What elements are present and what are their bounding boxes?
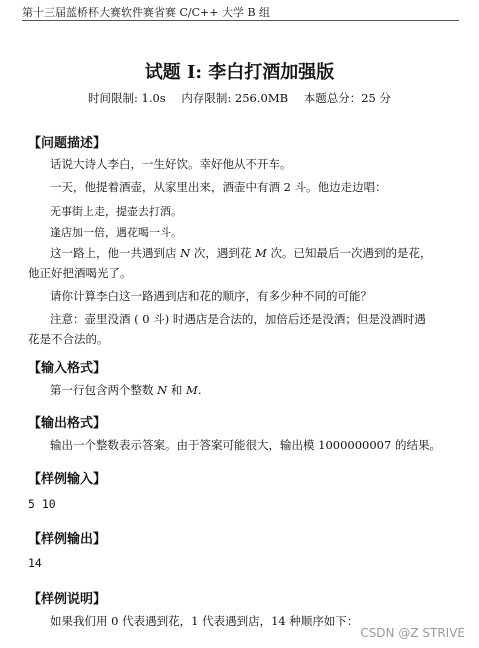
var-n: N: [180, 246, 191, 260]
watermark: CSDN @Z STRIVE: [360, 626, 465, 640]
problem-paragraph-4: 请你计算李白这一路遇到店和花的顺序，有多少种不同的可能？: [50, 289, 372, 303]
page-header: 第十三届蓝桥杯大赛软件赛省赛 C/C++ 大学 B 组: [22, 6, 271, 19]
section-sample-explain-heading: 【样例说明】: [28, 592, 107, 607]
problem-paragraph-1: 话说大诗人李白，一生好饮。幸好他从不开车。: [50, 157, 292, 171]
text-run: 和: [167, 383, 187, 397]
sample-output-code: 14: [28, 556, 42, 570]
text-run: .: [197, 383, 202, 397]
problem-paragraph-5-cont: 花是不合法的。: [28, 332, 109, 346]
time-limit: 时间限制: 1.0s: [87, 91, 166, 105]
var-m: M: [186, 383, 198, 397]
section-problem-heading: 【问题描述】: [28, 136, 107, 151]
poem-line-1: 无事街上走，提壶去打酒。: [50, 205, 182, 218]
problem-paragraph-3-cont: 他正好把酒喝光了。: [28, 266, 132, 280]
problem-paragraph-3: [28, 243, 451, 263]
sample-explain-text: 如果我们用 0 代表遇到花，1 代表遇到店，14 种顺序如下：: [50, 614, 359, 628]
section-output-heading: 【输出格式】: [28, 416, 107, 431]
poem-line-2: 逢店加一倍，遇花喝一斗。: [50, 226, 182, 239]
section-input-heading: 【输入格式】: [28, 361, 107, 376]
text-run: 次。已知最后一次遇到的是花，: [266, 246, 432, 260]
input-format-text: [28, 380, 451, 400]
section-sample-output-heading: 【样例输出】: [28, 532, 107, 547]
var-m: M: [255, 246, 267, 260]
section-sample-input-heading: 【样例输入】: [28, 472, 107, 487]
problem-meta: [0, 90, 479, 106]
text-run: 第一行包含两个整数: [50, 383, 158, 397]
header-rule: [22, 20, 459, 21]
text-run: 次，遇到花: [190, 246, 256, 260]
problem-title: 试题 I: 李白打酒加强版: [144, 62, 335, 83]
var-n: N: [157, 383, 168, 397]
output-format-text: 输出一个整数表示答案。由于答案可能很大，输出模 1000000007 的结果。: [50, 438, 441, 452]
total-score: 本题总分：25 分: [303, 91, 392, 105]
problem-paragraph-5: 注意：壶里没酒 ( 0 斗) 时遇店是合法的，加倍后还是没酒；但是没酒时遇: [50, 312, 426, 326]
sample-input-code: 5 10: [28, 497, 56, 511]
text-run: 这一路上，他一共遇到店: [50, 246, 181, 260]
problem-paragraph-2: 一天，他提着酒壶，从家里出来，酒壶中有酒 2 斗。他边走边唱：: [50, 180, 387, 194]
memory-limit: 内存限制: 256.0MB: [181, 91, 289, 105]
